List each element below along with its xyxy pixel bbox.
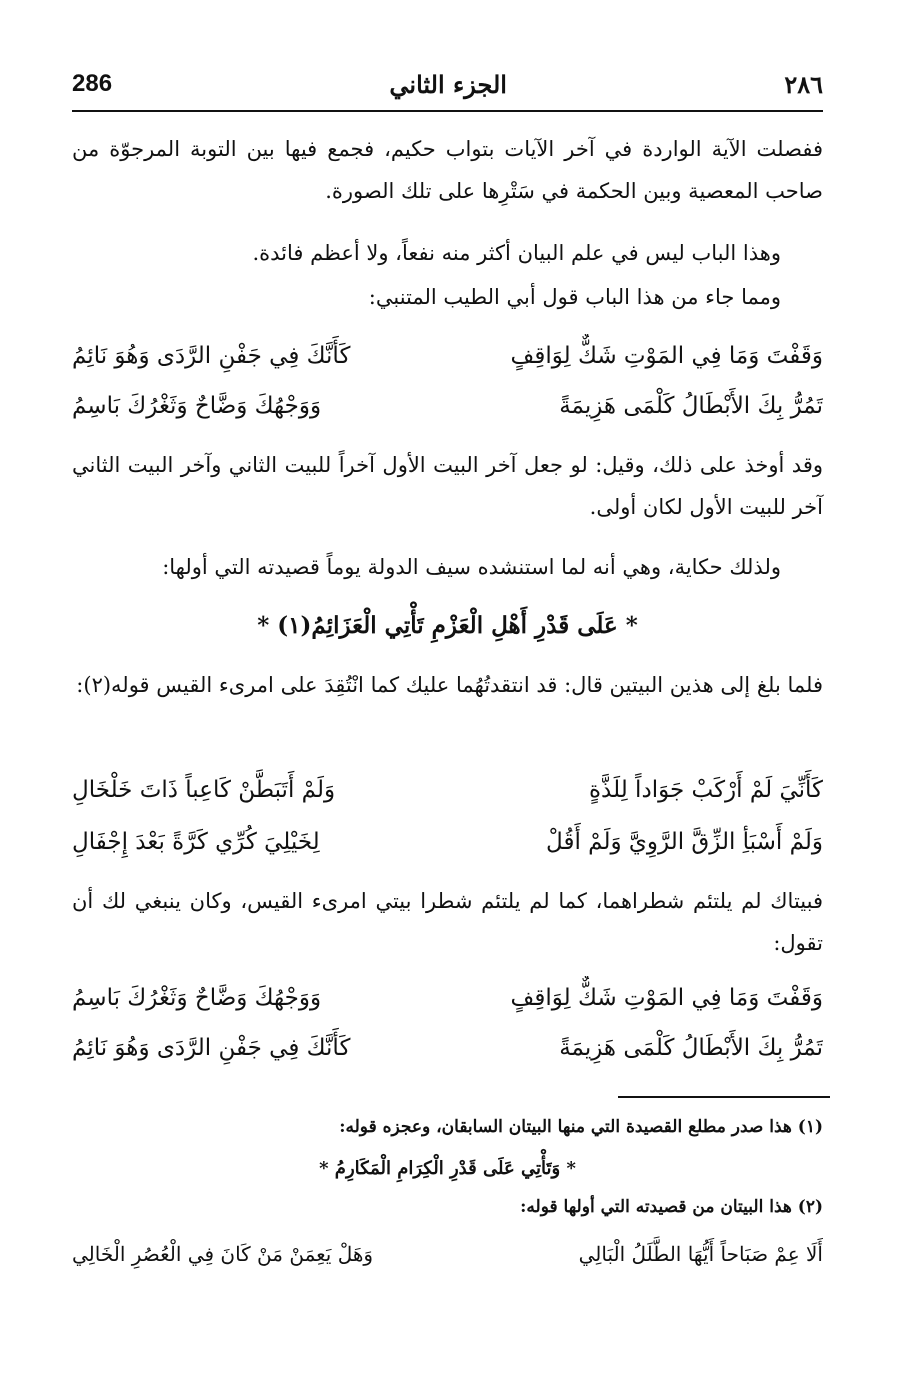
- footnote-2-ajuz: وَهَلْ يَعِمَنْ مَنْ كَانَ فِي الْعُصُرِ الْخَالِي: [72, 1242, 374, 1266]
- verse3-sadr-2: تَمُرُّ بِكَ الأَبْطَالُ كَلْمَى هَزِيمَةً: [559, 1035, 823, 1061]
- footnote-1: (١) هذا صدر مطلع القصيدة التي منها البيتان السابقان، وعجزه قوله:: [339, 1117, 823, 1137]
- verse1-line2: [72, 384, 823, 428]
- quoted-hemistich: * عَلَى قَدْرِ أَهْلِ الْعَزْمِ تَأْتِي الْعَزَائِمُ(١) *: [257, 612, 638, 639]
- running-title: الجزء الثاني: [389, 69, 507, 99]
- verse1-line1: [72, 334, 823, 378]
- footnote-2: (٢) هذا البيتان من قصيدته التي أولها قوله:: [520, 1197, 823, 1217]
- verse2-sadr-2: وَلَمْ أَسْبَأِ الزِّقَّ الرَّوِيَّ وَلَمْ أَقُلْ: [546, 829, 823, 855]
- verse2-line2: [72, 820, 823, 864]
- verse1-sadr-1: وَقَفْتَ وَمَا فِي المَوْتِ شَكٌّ لِوَاقِفٍ: [510, 343, 823, 369]
- header-rule: [72, 110, 823, 112]
- verse2-ajuz-1: وَلَمْ أَتَبَطَّنْ كَاعِباً ذَاتَ خَلْخَالِ: [72, 777, 336, 803]
- footnote-rule: [618, 1096, 830, 1098]
- footnote-1-hemistich: * وَتَأْتِي عَلَى قَدْرِ الْكِرَامِ الْمَكَارِمُ *: [319, 1158, 576, 1179]
- footnote-2-verse: [72, 1232, 823, 1276]
- paragraph-6: فلما بلغ إلى هذين البيتين قال: قد انتقدتُهُما عليك كما انْتُقِدَ على امرىء القيس قوله(٢):: [76, 673, 823, 697]
- page-number-arabic: ٢٨٦: [784, 69, 823, 99]
- paragraph-7: فبيتاك لم يلتئم شطراهما، كما لم يلتئم شطرا بيتي امرىء القيس، وكان ينبغي لك أن تقول:: [72, 889, 823, 955]
- page-header: [72, 64, 823, 104]
- verse2-line1: [72, 768, 823, 812]
- paragraph-2: وهذا الباب ليس في علم البيان أكثر منه نفعاً، ولا أعظم فائدة.: [252, 241, 781, 265]
- verse2-ajuz-2: لِخَيْلِيَ كُرِّي كَرَّةً بَعْدَ إِجْفَالِ: [72, 829, 320, 855]
- verse1-ajuz-2: وَوَجْهُكَ وَضَّاحٌ وَثَغْرُكَ بَاسِمُ: [72, 393, 322, 419]
- paragraph-5: ولذلك حكاية، وهي أنه لما استنشده سيف الدولة يوماً قصيدته التي أولها:: [162, 555, 781, 579]
- verse3-ajuz-1: وَوَجْهُكَ وَضَّاحٌ وَثَغْرُكَ بَاسِمُ: [72, 985, 322, 1011]
- footnote-2-sadr: أَلَا عِمْ صَبَاحاً أَيُّهَا الطَّلَلُ الْبَالِي: [578, 1242, 823, 1266]
- verse3-line2: [72, 1026, 823, 1070]
- paragraph-3: ومما جاء من هذا الباب قول أبي الطيب المتنبي:: [368, 285, 781, 309]
- page-number-latin: 286: [72, 70, 113, 97]
- paragraph-1: ففصلت الآية الواردة في آخر الآيات بتواب حكيم، فجمع فيها بين التوبة المرجوّة من صاحب المعصية وبين الحكمة في سَتْرِها على تلك الصورة.: [72, 137, 823, 203]
- verse3-sadr-1: وَقَفْتَ وَمَا فِي المَوْتِ شَكٌّ لِوَاقِفٍ: [510, 985, 823, 1011]
- verse1-sadr-2: تَمُرُّ بِكَ الأَبْطَالُ كَلْمَى هَزِيمَةً: [559, 393, 823, 419]
- verse1-ajuz-1: كَأَنَّكَ فِي جَفْنِ الرَّدَى وَهُوَ نَائِمُ: [72, 343, 351, 369]
- verse3-line1: [72, 976, 823, 1020]
- verse3-ajuz-2: كَأَنَّكَ فِي جَفْنِ الرَّدَى وَهُوَ نَائِمُ: [72, 1035, 351, 1061]
- paragraph-4: وقد أوخذ على ذلك، وقيل: لو جعل آخر البيت الأول آخراً للبيت الثاني وآخر البيت الثاني آخر للبيت الأول لكان أولى.: [72, 453, 823, 519]
- verse2-sadr-1: كَأَنِّيَ لَمْ أَرْكَبْ جَوَاداً لِلَذَّةٍ: [589, 777, 823, 803]
